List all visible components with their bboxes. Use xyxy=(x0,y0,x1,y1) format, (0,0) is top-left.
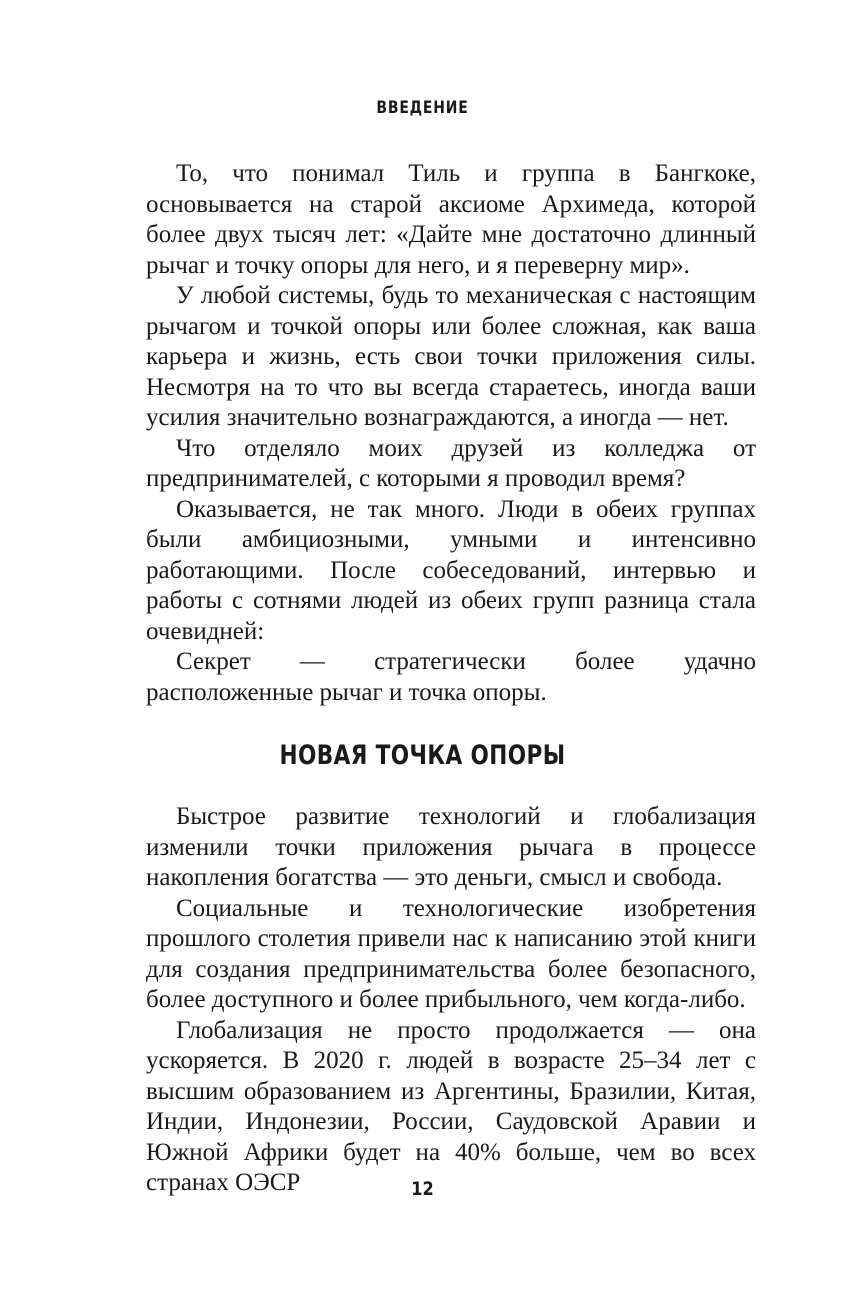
paragraph: У любой системы, будь то механическая с настоящим рычагом и точкой опоры или более сложная, как ваша карьера и жизнь, есть свои точки приложения силы. Несмотря на то что вы всегда стараетесь, иногда ваши усилия значительно вознаграждаются, а иногда — нет. xyxy=(146,282,756,431)
section-intro-text xyxy=(146,159,756,708)
section-new-fulcrum-text xyxy=(146,802,756,1199)
paragraph: Социальные и технологические изобретения прошлого столетия привели нас к написанию этой книги для создания предпринимательства более безопасного, более доступного и более прибыльного, чем когда-либо. xyxy=(146,894,756,1013)
paragraph: Глобализация не просто продолжается — она ускоряется. В 2020 г. людей в возрасте 25–34 лет с высшим образованием из Аргентины, Бразилии, Китая, Индии, Индонезии, России, Саудовской Аравии и Южной Африки будет на 40% больше, чем во всех странах ОЭСР xyxy=(146,1016,756,1196)
paragraph: Быстрое развитие технологий и глобализация изменили точки приложения рычага в процессе накопления богатства — это деньги, смысл и свобода. xyxy=(146,803,756,891)
page-number: 12 xyxy=(411,1178,434,1200)
paragraph: То, что понимал Тиль и группа в Бангкоке, основывается на старой аксиоме Архимеда, которой более двух тысяч лет: «Дайте мне достаточно длинный рычаг и точку опоры для него, и я переверну мир». xyxy=(146,160,756,279)
running-head: ВВЕДЕНИЕ xyxy=(376,98,469,118)
section-heading: НОВАЯ ТОЧКА ОПОРЫ xyxy=(279,740,566,771)
paragraph: Оказывается, не так много. Люди в обеих группах были амбициозными, умными и интенсивно работающими. После собеседований, интервью и работы с сотнями людей из обеих групп разница стала очевидней: xyxy=(146,495,756,645)
paragraph: Что отделяло моих друзей из колледжа от предпринимателей, с которыми я проводил время? xyxy=(146,434,756,492)
paragraph: Секрет — стратегически более удачно расположенные рычаг и точка опоры. xyxy=(146,648,756,706)
